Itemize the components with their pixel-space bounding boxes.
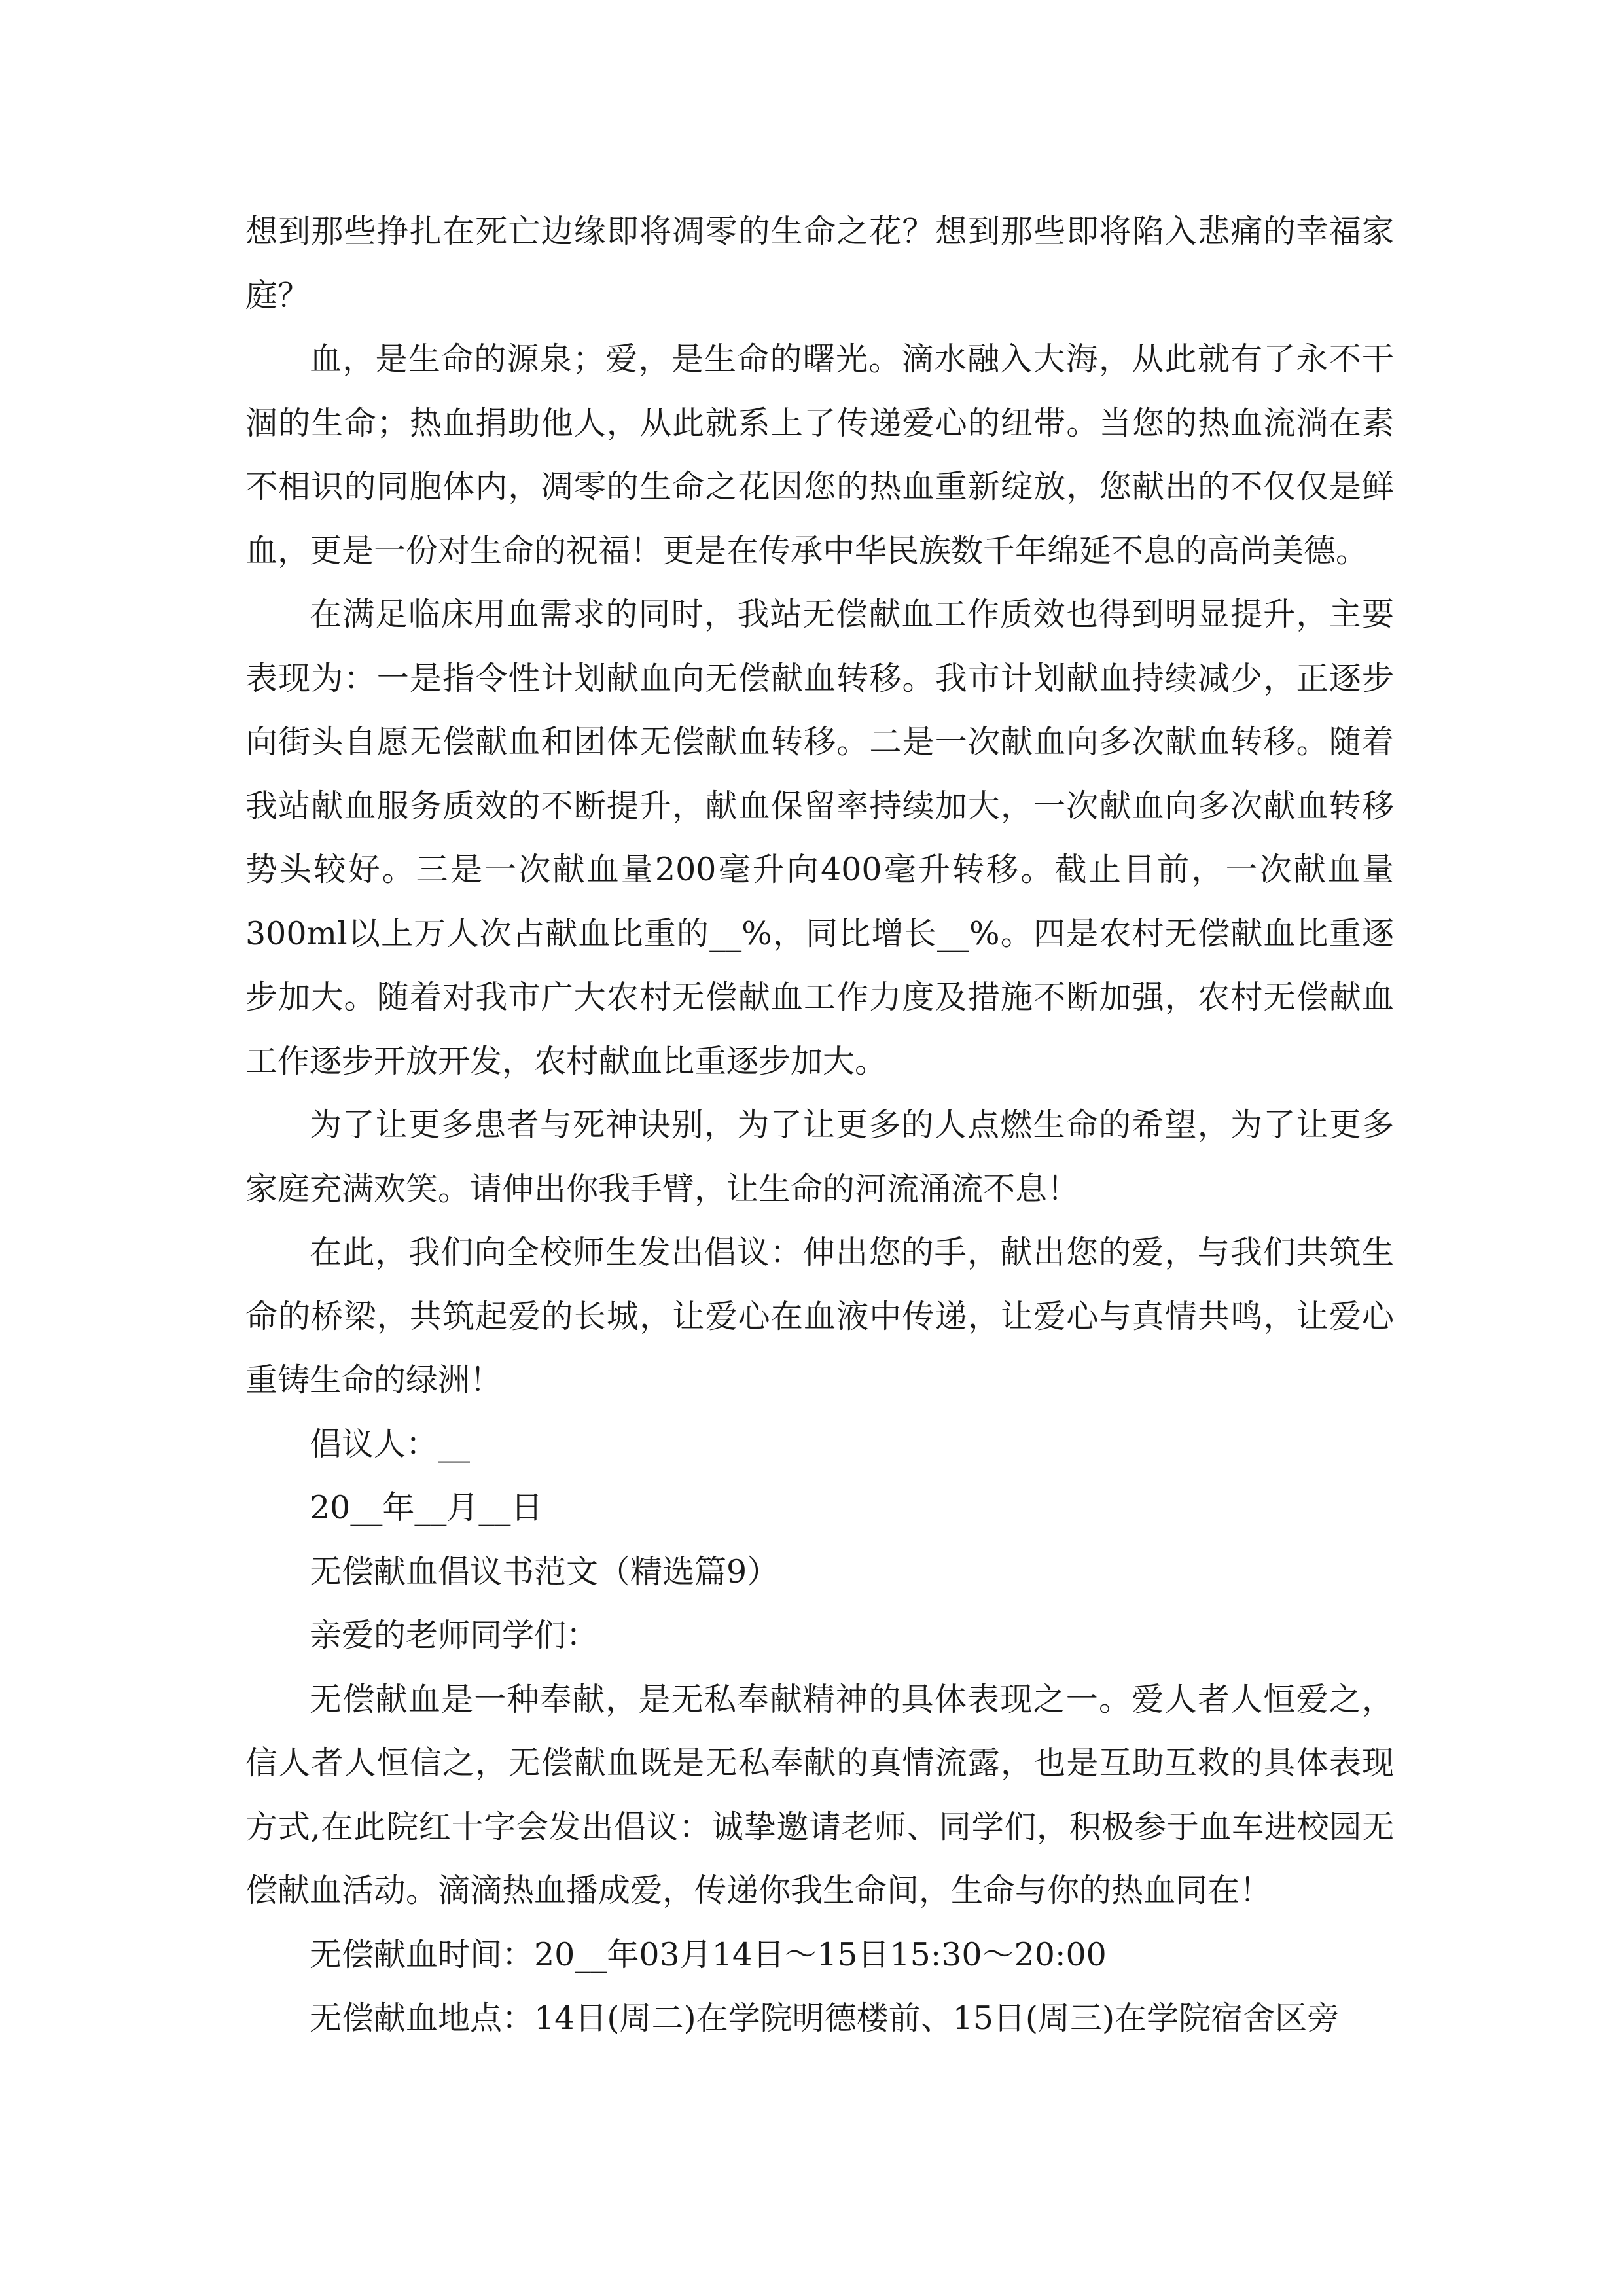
paragraph-proposal: 在此，我们向全校师生发出倡议：伸出您的手，献出您的爱，与我们共筑生命的桥梁，共筑起爱的长城，让爱心在血液中传递，让爱心与真情共鸣，让爱心重铸生命的绿洲！ (245, 1234, 1394, 1399)
section-title: 无偿献血倡议书范文（精选篇9） (310, 1552, 779, 1590)
proposer-line: 倡议人：__ (310, 1425, 471, 1463)
document-body (245, 200, 1394, 2051)
paragraph-achievements: 在满足临床用血需求的同时，我站无偿献血工作质效也得到明显提升，主要表现为：一是指令性计划献血向无偿献血转移。我市计划献血持续减少，正逐步向街头自愿无偿献血和团体无偿献血转移。二是一次献血向多次献血转移。随着我站献血服务质效的不断提升，献血保留率持续加大，一次献血向多次献血转移势头较好。三是一次献血量200毫升向400毫升转移。截止目前，一次献血量300ml以上万人次占献血比重的__%，同比增长__%。四是农村无偿献血比重逐步加大。随着对我市广大农村无偿献血工作力度及措施不断加强，农村无偿献血工作逐步开放开发，农村献血比重逐步加大。 (245, 596, 1394, 1080)
donation-location: 无偿献血地点：14日(周二)在学院明德楼前、15日(周三)在学院宿舍区旁 (310, 2000, 1340, 2037)
paragraph-blood-life: 血，是生命的源泉；爱，是生命的曙光。滴水融入大海，从此就有了永不干涸的生命；热血捐助他人，从此就系上了传递爱心的纽带。当您的热血流淌在素不相识的同胞体内，凋零的生命之花因您的热血重新绽放，您献出的不仅仅是鲜血，更是一份对生命的祝福！更是在传承中华民族数千年绵延不息的高尚美德。 (245, 340, 1394, 569)
paragraph-continuation: 想到那些挣扎在死亡边缘即将凋零的生命之花？想到那些即将陷入悲痛的幸福家庭？ (245, 213, 1394, 314)
paragraph-donation-spirit: 无偿献血是一种奉献，是无私奉献精神的具体表现之一。爱人者人恒爱之，信人者人恒信之，无偿献血既是无私奉献的真情流露，也是互助互救的具体表现方式,在此院红十字会发出倡议：诚挚邀请老师、同学们，积极参于血车进校园无偿献血活动。滴滴热血播成爱，传递你我生命间，生命与你的热血同在！ (245, 1680, 1394, 1909)
donation-time: 无偿献血时间：20__年03月14日～15日15:30～20:00 (310, 1935, 1107, 1973)
paragraph-appeal: 为了让更多患者与死神诀别，为了让更多的人点燃生命的希望，为了让更多家庭充满欢笑。请伸出你我手臂，让生命的河流涌流不息！ (245, 1106, 1394, 1208)
date-line: 20__年__月__日 (310, 1489, 543, 1526)
salutation: 亲爱的老师同学们： (310, 1617, 599, 1654)
